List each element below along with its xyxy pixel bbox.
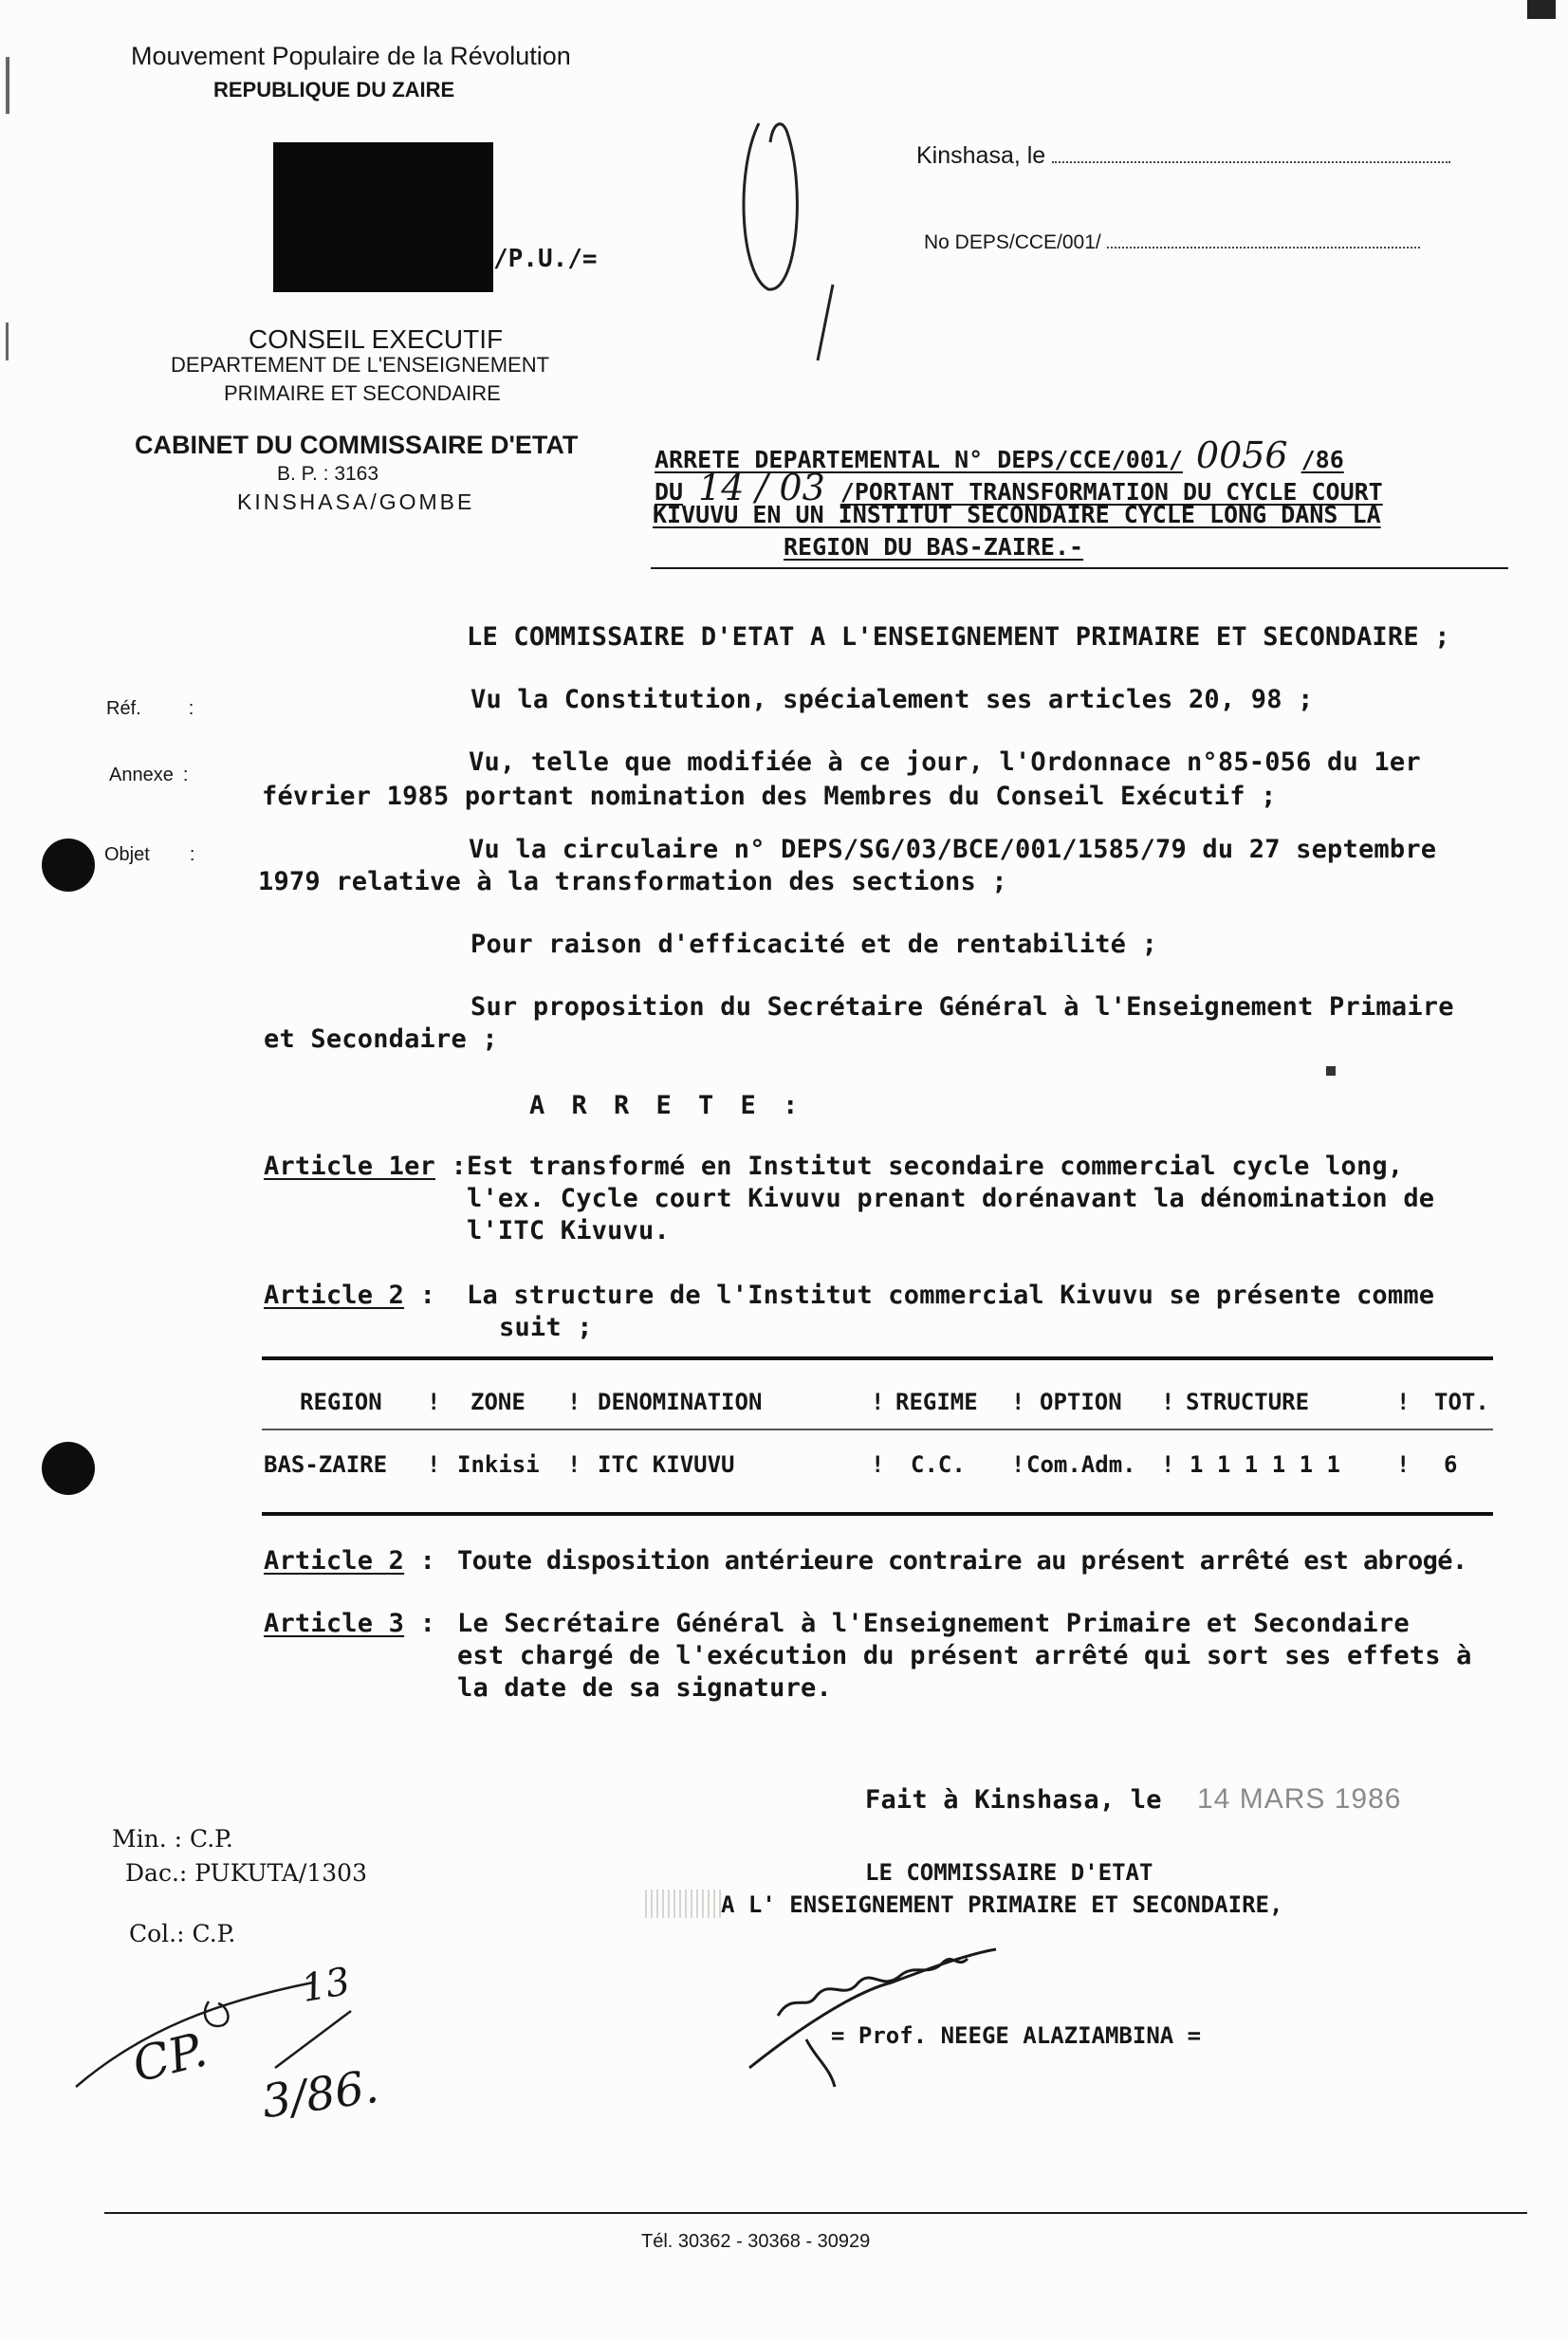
title-separator: [651, 567, 1508, 569]
distribution-dac: Dac.: PUKUTA/1303: [125, 1859, 367, 1887]
table-sep: !: [1396, 1389, 1411, 1415]
table-sep: !: [1161, 1389, 1175, 1415]
arrete-title-line-2: DU 14 / 03 /PORTANT TRANSFORMATION DU CYCLE COURT: [655, 467, 1383, 508]
table-sep: !: [1011, 1389, 1025, 1415]
table-header-zone: ZONE: [470, 1389, 526, 1415]
handwritten-arrete-date: 14 / 03: [698, 467, 825, 508]
table-cell-option: Com.Adm.: [1026, 1451, 1136, 1478]
article-2b-label: Article 2 :: [264, 1546, 436, 1576]
proposition-line-2: et Secondaire ;: [264, 1024, 498, 1054]
commissaire-heading: LE COMMISSAIRE D'ETAT A L'ENSEIGNEMENT PRIMAIRE ET SECONDAIRE ;: [467, 622, 1450, 652]
footer-telephone: Tél. 30362 - 30368 - 30929: [641, 2231, 871, 2252]
footer-rule: [104, 2212, 1527, 2214]
table-header-structure: STRUCTURE: [1186, 1389, 1310, 1415]
article-3-line-3: la date de sa signature.: [457, 1673, 832, 1703]
postal-box: B. P. : 3163: [277, 463, 379, 485]
handwritten-arrete-number: 0056: [1195, 434, 1288, 476]
departement-name: DEPARTEMENT DE L'ENSEIGNEMENT: [171, 353, 550, 377]
table-sep: !: [1161, 1451, 1175, 1478]
article-3-line-1: Le Secrétaire Général à l'Enseignement Primaire et Secondaire: [457, 1609, 1410, 1638]
handwritten-cp-13: 13: [298, 1959, 354, 2012]
signatory-title-2: A L' ENSEIGNEMENT PRIMAIRE ET SECONDAIRE,: [721, 1891, 1283, 1918]
article-1-line-1: Est transformé en Institut secondaire commercial cycle long,: [467, 1152, 1404, 1181]
redaction-block: [273, 142, 493, 292]
handwritten-cp-date: 3/86.: [258, 2059, 382, 2130]
vu-constitution: Vu la Constitution, spécialement ses articles 20, 98 ;: [470, 685, 1314, 714]
punch-hole: [42, 1442, 95, 1495]
signatory-name: = Prof. NEEGE ALAZIAMBINA =: [831, 2022, 1202, 2049]
signature: [740, 1926, 1024, 2096]
distribution-min: Min. : C.P.: [112, 1825, 233, 1853]
scan-edge-mark: [6, 57, 9, 114]
arrete-title-line-4: REGION DU BAS-ZAIRE.-: [784, 533, 1084, 561]
table-header-option: OPTION: [1040, 1389, 1122, 1415]
party-name: Mouvement Populaire de la Révolution: [131, 42, 571, 70]
article-2-line-2: suit ;: [499, 1313, 593, 1342]
table-cell-zone: Inkisi: [457, 1451, 540, 1478]
table-header-region: REGION: [300, 1389, 382, 1415]
table-sep: !: [1011, 1451, 1025, 1478]
table-sep: !: [427, 1451, 441, 1478]
table-cell-total: 6: [1444, 1451, 1458, 1478]
table-header-regime: REGIME: [895, 1389, 978, 1415]
table-header-rule: [262, 1429, 1493, 1430]
cabinet-title: CABINET DU COMMISSAIRE D'ETAT: [135, 431, 579, 459]
scan-edge-mark: [6, 323, 9, 360]
table-header-denomination: DENOMINATION: [598, 1389, 763, 1415]
punch-hole: [42, 839, 95, 892]
faint-stamp-residue: [645, 1890, 721, 1918]
office-city: KINSHASA/GOMBE: [237, 489, 475, 514]
arrete-heading: A R R E T E :: [529, 1091, 804, 1120]
proposition-line-1: Sur proposition du Secrétaire Général à l'Enseignement Primaire: [470, 992, 1454, 1022]
reference-suffix: /P.U./=: [493, 245, 598, 273]
departement-subname: PRIMAIRE ET SECONDAIRE: [224, 381, 501, 405]
objet-label: Objet :: [104, 844, 195, 865]
table-cell-regime: C.C.: [911, 1451, 966, 1478]
article-3-line-2: est chargé de l'exécution du présent arrêté qui sort ses effets à: [457, 1641, 1472, 1670]
date-field-line: [1052, 161, 1450, 163]
article-2b-line-1: Toute disposition antérieure contraire au présent arrêté est abrogé.: [457, 1546, 1467, 1576]
arrete-title-line-3: KIVUVU EN UN INSTITUT SECONDAIRE CYCLE LONG DANS LA: [653, 501, 1381, 528]
table-sep: !: [871, 1451, 885, 1478]
table-sep: !: [567, 1451, 581, 1478]
distribution-col: Col.: C.P.: [129, 1920, 236, 1947]
article-2-line-1: La structure de l'Institut commercial Kivuvu se présente comme: [467, 1281, 1435, 1310]
scan-speck: [1326, 1066, 1336, 1076]
ref-label: Réf. :: [106, 698, 194, 719]
number-field-line: [1107, 247, 1420, 249]
vu-circulaire-line-2: 1979 relative à la transformation des sections ;: [258, 867, 1007, 896]
arrete-title-line-1: ARRETE DEPARTEMENTAL N° DEPS/CCE/001/ 0056 /86: [655, 434, 1344, 476]
signatory-title-1: LE COMMISSAIRE D'ETAT: [865, 1859, 1153, 1886]
raison-clause: Pour raison d'efficacité et de rentabilité ;: [470, 930, 1158, 959]
annexe-label: Annexe :: [109, 765, 189, 785]
vu-ordonnance-line-2: février 1985 portant nomination des Membres du Conseil Exécutif ;: [262, 782, 1277, 811]
number-label: No DEPS/CCE/001/: [924, 231, 1420, 254]
article-2-label: Article 2 :: [264, 1281, 436, 1310]
vu-ordonnance-line-1: Vu, telle que modifiée à ce jour, l'Ordonnace n°85-056 du 1er: [469, 747, 1421, 777]
article-1-label: Article 1er :: [264, 1152, 467, 1181]
table-header-total: TOT.: [1434, 1389, 1489, 1415]
date-stamp: 14 MARS 1986: [1197, 1783, 1402, 1815]
place-date-label: Kinshasa, le: [916, 142, 1450, 170]
scan-corner-mark: [1527, 0, 1556, 19]
table-cell-structure: 1 1 1 1 1 1: [1190, 1451, 1340, 1478]
republic-name: REPUBLIQUE DU ZAIRE: [213, 78, 455, 101]
fait-a-kinshasa: Fait à Kinshasa, le: [865, 1785, 1162, 1815]
table-sep: !: [871, 1389, 885, 1415]
table-top-rule: [262, 1356, 1493, 1360]
table-cell-denomination: ITC KIVUVU: [598, 1451, 735, 1478]
conseil-executif: CONSEIL EXECUTIF: [249, 324, 504, 354]
vu-circulaire-line-1: Vu la circulaire n° DEPS/SG/03/BCE/001/1585/79 du 27 septembre: [469, 835, 1437, 864]
table-sep: !: [1396, 1451, 1411, 1478]
article-1-line-2: l'ex. Cycle court Kivuvu prenant dorénavant la dénomination de: [467, 1184, 1435, 1213]
table-cell-region: BAS-ZAIRE: [264, 1451, 388, 1478]
handwritten-cp-label: CP.: [127, 2021, 212, 2093]
article-3-label: Article 3 :: [264, 1609, 436, 1638]
article-1-line-3: l'ITC Kivuvu.: [467, 1216, 670, 1245]
table-bottom-rule: [262, 1512, 1493, 1516]
table-sep: !: [427, 1389, 441, 1415]
table-sep: !: [567, 1389, 581, 1415]
